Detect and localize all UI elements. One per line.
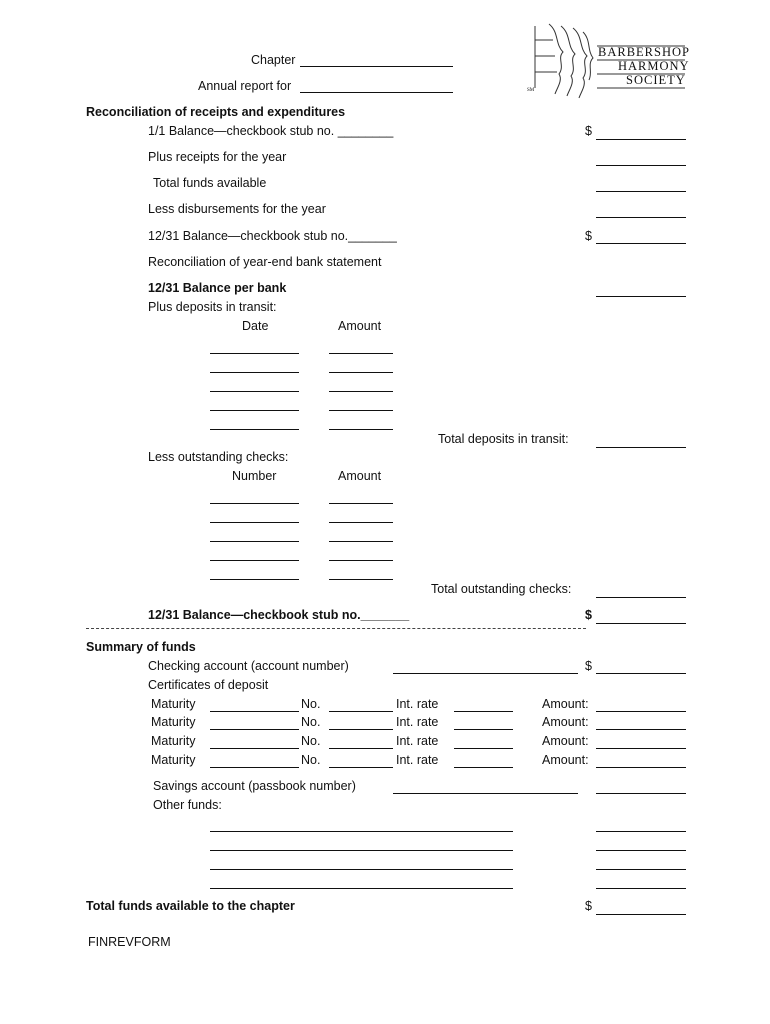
int-rate-field[interactable] — [454, 729, 513, 730]
check-number-field[interactable] — [210, 522, 299, 523]
deposit-amount-field[interactable] — [329, 372, 393, 373]
dollar-sign: $ — [585, 659, 592, 673]
certificate-amount-field[interactable] — [596, 767, 686, 768]
deposit-date-field[interactable] — [210, 391, 299, 392]
closing-balance-field[interactable] — [596, 243, 686, 244]
logo-mark: SM — [527, 88, 535, 93]
plus-receipts-label: Plus receipts for the year — [148, 150, 287, 164]
total-chapter-funds-field[interactable] — [596, 914, 686, 915]
total-funds-label: Total funds available — [153, 176, 267, 190]
check-amount-field[interactable] — [329, 522, 393, 523]
int-rate-label: Int. rate — [396, 715, 439, 729]
other-funds-description-field[interactable] — [210, 869, 513, 870]
other-funds-label: Other funds: — [153, 798, 222, 812]
int-rate-label: Int. rate — [396, 697, 439, 711]
int-rate-field[interactable] — [454, 748, 513, 749]
other-funds-amount-field[interactable] — [596, 831, 686, 832]
maturity-field[interactable] — [210, 729, 299, 730]
summary-heading: Summary of funds — [86, 640, 196, 654]
certificate-number-field[interactable] — [329, 748, 393, 749]
final-balance-label: 12/31 Balance—checkbook stub no._______ — [148, 608, 410, 622]
maturity-label: Maturity — [151, 697, 196, 711]
disbursements-field[interactable] — [596, 217, 686, 218]
maturity-field[interactable] — [210, 711, 299, 712]
receipts-field[interactable] — [596, 165, 686, 166]
bank-statement-label: Reconciliation of year-end bank statement — [148, 255, 382, 269]
maturity-label: Maturity — [151, 715, 196, 729]
deposit-date-field[interactable] — [210, 372, 299, 373]
check-amount-field[interactable] — [329, 560, 393, 561]
form-id: FINREVFORM — [88, 935, 171, 949]
check-number-field[interactable] — [210, 541, 299, 542]
barbershop-harmony-logo — [525, 22, 695, 100]
amount-column-header: Amount — [338, 319, 382, 333]
certificate-amount-field[interactable] — [596, 748, 686, 749]
deposit-amount-field[interactable] — [329, 391, 393, 392]
check-number-field[interactable] — [210, 503, 299, 504]
plus-deposits-label: Plus deposits in transit: — [148, 300, 277, 314]
deposit-date-field[interactable] — [210, 429, 299, 430]
total-funds-field[interactable] — [596, 191, 686, 192]
certificate-number-field[interactable] — [329, 767, 393, 768]
check-amount-field[interactable] — [329, 579, 393, 580]
amount-label: Amount: — [542, 753, 589, 767]
annual-report-label: Annual report for — [198, 79, 292, 93]
int-rate-label: Int. rate — [396, 734, 439, 748]
other-funds-amount-field[interactable] — [596, 888, 686, 889]
checking-account-label: Checking account (account number) — [148, 659, 349, 673]
check-amount-field[interactable] — [329, 503, 393, 504]
balance-per-bank-label: 12/31 Balance per bank — [148, 281, 287, 295]
no-label: No. — [301, 734, 321, 748]
total-deposits-label: Total deposits in transit: — [438, 432, 569, 446]
dollar-sign: $ — [585, 608, 592, 622]
closing-balance-label: 12/31 Balance—checkbook stub no._______ — [148, 229, 397, 243]
certificate-number-field[interactable] — [329, 711, 393, 712]
number-column-header: Number — [232, 469, 277, 483]
passbook-number-field[interactable] — [393, 793, 578, 794]
int-rate-field[interactable] — [454, 767, 513, 768]
deposit-date-field[interactable] — [210, 410, 299, 411]
deposit-amount-field[interactable] — [329, 353, 393, 354]
amount-column-header: Amount — [338, 469, 382, 483]
other-funds-description-field[interactable] — [210, 888, 513, 889]
savings-account-label: Savings account (passbook number) — [153, 779, 356, 793]
checking-account-number-field[interactable] — [393, 673, 578, 674]
less-disbursements-label: Less disbursements for the year — [148, 202, 326, 216]
total-checks-label: Total outstanding checks: — [431, 582, 572, 596]
no-label: No. — [301, 753, 321, 767]
dollar-sign: $ — [585, 899, 592, 913]
certificates-label: Certificates of deposit — [148, 678, 269, 692]
other-funds-description-field[interactable] — [210, 831, 513, 832]
opening-balance-field[interactable] — [596, 139, 686, 140]
total-deposits-field[interactable] — [596, 447, 686, 448]
logo-line-1: BARBERSHOP — [598, 45, 690, 59]
other-funds-amount-field[interactable] — [596, 869, 686, 870]
certificate-amount-field[interactable] — [596, 711, 686, 712]
total-checks-field[interactable] — [596, 597, 686, 598]
no-label: No. — [301, 715, 321, 729]
logo-line-3: SOCIETY — [626, 73, 686, 87]
dollar-sign: $ — [585, 229, 592, 243]
checking-amount-field[interactable] — [596, 673, 686, 674]
deposit-date-field[interactable] — [210, 353, 299, 354]
savings-amount-field[interactable] — [596, 793, 686, 794]
certificate-amount-field[interactable] — [596, 729, 686, 730]
chapter-label: Chapter — [251, 53, 296, 67]
less-checks-label: Less outstanding checks: — [148, 450, 289, 464]
section-divider — [86, 628, 586, 629]
annual-report-field[interactable] — [300, 92, 453, 93]
logo-line-2: HARMONY — [618, 59, 690, 73]
other-funds-description-field[interactable] — [210, 850, 513, 851]
amount-label: Amount: — [542, 715, 589, 729]
other-funds-amount-field[interactable] — [596, 850, 686, 851]
maturity-label: Maturity — [151, 753, 196, 767]
int-rate-field[interactable] — [454, 711, 513, 712]
amount-label: Amount: — [542, 734, 589, 748]
reconciliation-heading: Reconciliation of receipts and expenditures — [86, 105, 346, 119]
check-number-field[interactable] — [210, 560, 299, 561]
total-chapter-funds-label: Total funds available to the chapter — [86, 899, 295, 913]
maturity-label: Maturity — [151, 734, 196, 748]
date-column-header: Date — [242, 319, 269, 333]
maturity-field[interactable] — [210, 767, 299, 768]
deposit-amount-field[interactable] — [329, 429, 393, 430]
amount-label: Amount: — [542, 697, 589, 711]
maturity-field[interactable] — [210, 748, 299, 749]
certificate-number-field[interactable] — [329, 729, 393, 730]
chapter-field[interactable] — [300, 66, 453, 67]
int-rate-label: Int. rate — [396, 753, 439, 767]
dollar-sign: $ — [585, 124, 592, 138]
deposit-amount-field[interactable] — [329, 410, 393, 411]
opening-balance-label: 1/1 Balance—checkbook stub no. ________ — [148, 124, 394, 138]
check-amount-field[interactable] — [329, 541, 393, 542]
no-label: No. — [301, 697, 321, 711]
final-balance-field[interactable] — [596, 623, 686, 624]
balance-per-bank-field[interactable] — [596, 296, 686, 297]
check-number-field[interactable] — [210, 579, 299, 580]
